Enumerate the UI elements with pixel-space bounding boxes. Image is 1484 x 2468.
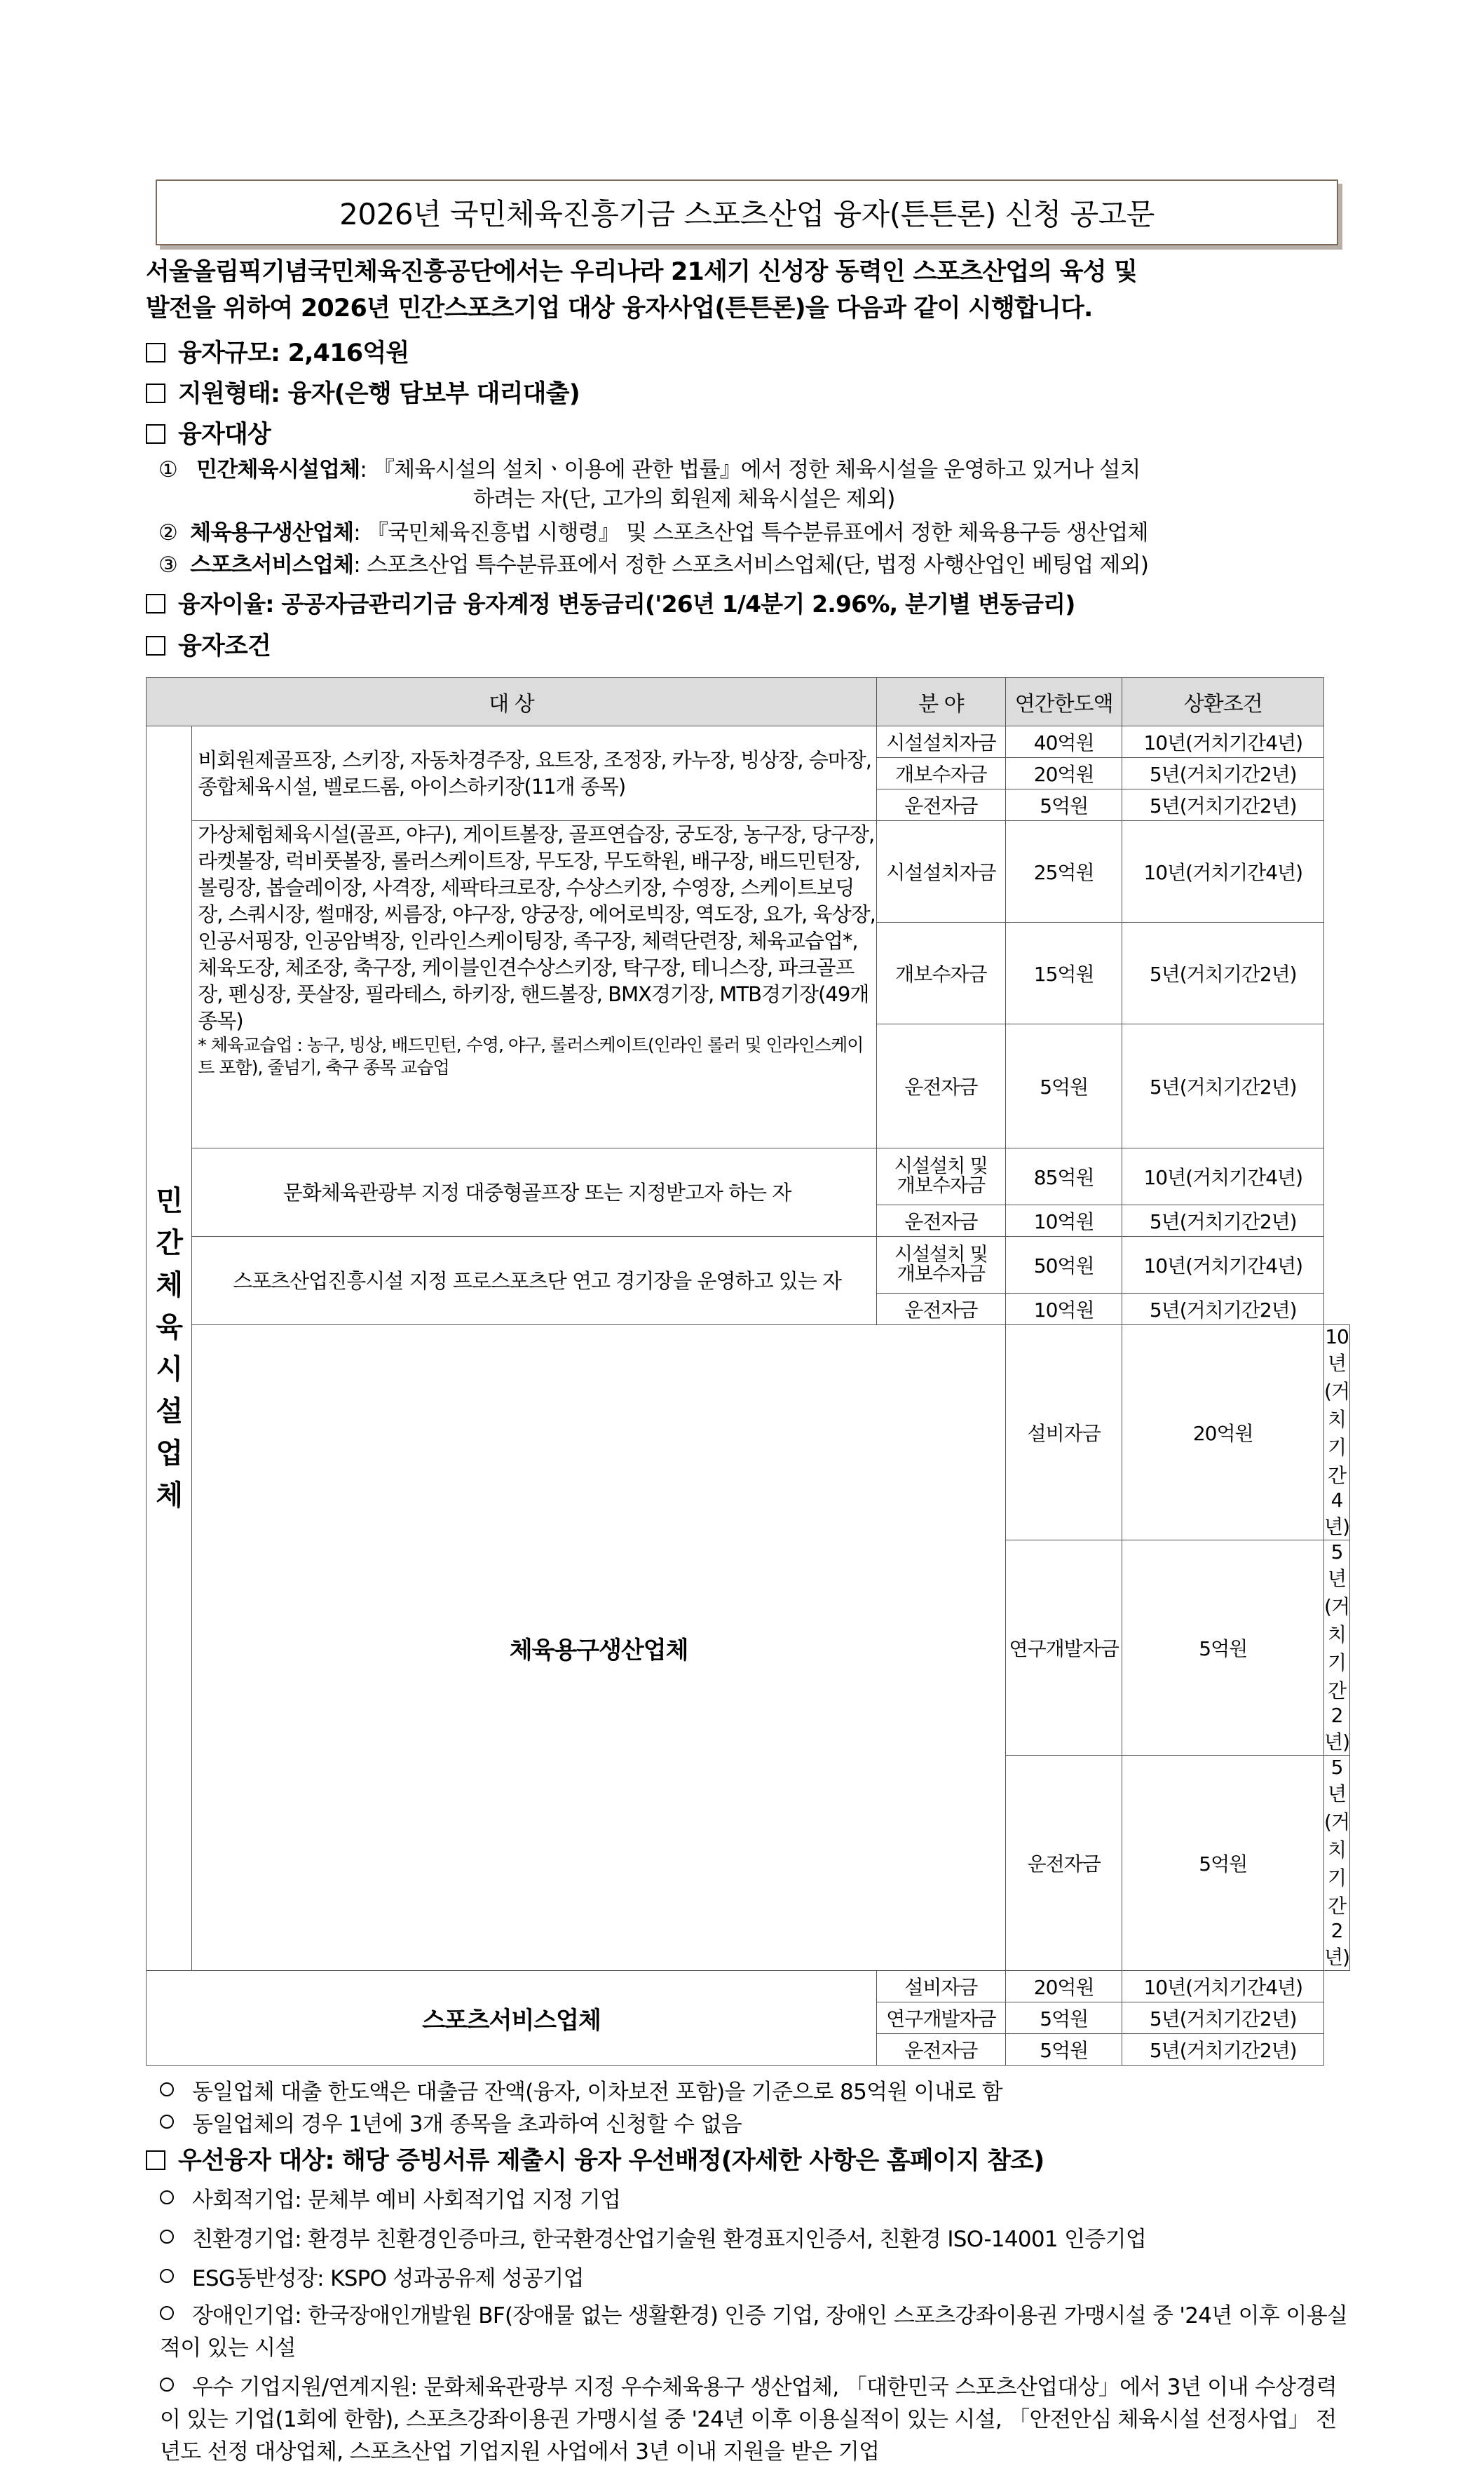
priority-item: 사회적기업: 문체부 예비 사회적기업 지정 기업: [160, 2182, 620, 2213]
limit-cell: 5억원: [1005, 2002, 1122, 2034]
repay-cell: 10년(거치기간4년): [1122, 1971, 1324, 2002]
repay-cell: 10년(거치기간4년): [1122, 726, 1324, 758]
field-cell: 운전자금: [876, 1024, 1005, 1148]
priority-item: ESG동반성장: KSPO 성과공유제 성공기업: [160, 2260, 584, 2292]
section-scale: 융자규모: 2,416억원: [146, 334, 409, 369]
section-rate: 융자이율: 공공자금관리기금 융자계정 변동금리('26년 1/4분기 2.96%, 분기별 변동금리): [146, 586, 1075, 619]
circle-bullet-icon: [160, 2230, 174, 2244]
repay-cell: 5년(거치기간2년): [1122, 789, 1324, 821]
note-item: 동일업체 대출 한도액은 대출금 잔액(융자, 이차보전 포함)을 기준으로 85억원 이내로 함: [160, 2074, 1002, 2106]
target-cell: 체육용구생산업체: [192, 1325, 1006, 1971]
field-cell: 설비자금: [876, 1971, 1005, 2002]
field-cell: 연구개발자금: [876, 2002, 1005, 2034]
table-row: [147, 821, 1350, 923]
field-cell: 운전자금: [876, 1294, 1005, 1325]
field-cell: 시설설치 및 개보수자금: [876, 1237, 1005, 1294]
square-bullet-icon: [146, 594, 165, 613]
repay-cell: 5년(거치기간2년): [1122, 2034, 1324, 2066]
target-cell: 스포츠서비스업체: [147, 1971, 877, 2066]
priority-item: 친환경기업: 환경부 친환경인증마크, 한국환경산업기술원 환경표지인증서, 친환경 ISO-14001 인증기업: [160, 2221, 1146, 2253]
header-field: 분 야: [876, 678, 1005, 726]
page-title: 2026년 국민체육진흥기금 스포츠산업 융자(튼튼론) 신청 공고문: [156, 179, 1338, 245]
circle-bullet-icon: [160, 2115, 174, 2129]
table-row: [147, 1325, 1350, 1540]
table-row: [147, 1148, 1350, 1205]
field-cell: 시설설치 및 개보수자금: [876, 1148, 1005, 1205]
square-bullet-icon: [146, 343, 165, 362]
section-target: 융자대상: [146, 415, 271, 450]
field-cell: 개보수자금: [876, 923, 1005, 1024]
repay-cell: 10년(거치기간4년): [1122, 1237, 1324, 1294]
circle-bullet-icon: [160, 2378, 174, 2392]
field-cell: 운전자금: [876, 2034, 1005, 2066]
table-row: [147, 1237, 1350, 1294]
repay-cell: 5년(거치기간2년): [1122, 1024, 1324, 1148]
limit-cell: 5억원: [1005, 2034, 1122, 2066]
loan-conditions-table: [146, 677, 1350, 2066]
circle-bullet-icon: [160, 2269, 174, 2283]
target-cell: 비회원제골프장, 스키장, 자동차경주장, 요트장, 조정장, 카누장, 빙상장, 승마장, 종합체육시설, 벨로드롬, 아이스하키장(11개 종목): [192, 726, 877, 821]
field-cell: 시설설치자금: [876, 726, 1005, 758]
limit-cell: 20억원: [1005, 758, 1122, 789]
limit-cell: 50억원: [1005, 1237, 1122, 1294]
limit-cell: 20억원: [1005, 1971, 1122, 2002]
square-bullet-icon: [146, 384, 165, 403]
repay-cell: 5년(거치기간2년): [1122, 1205, 1324, 1237]
limit-cell: 5억원: [1122, 1756, 1324, 1971]
header-repay: 상환조건: [1122, 678, 1324, 726]
target-item-3: ③ 스포츠서비스업체: 스포츠산업 특수분류표에서 정한 스포츠서비스업체(단, 법정 사행산업인 베팅업 제외): [158, 552, 1149, 578]
field-cell: 운전자금: [876, 789, 1005, 821]
repay-cell: 5년(거치기간2년): [1122, 2002, 1324, 2034]
header-target: 대 상: [147, 678, 877, 726]
table-row: [147, 1971, 1350, 2002]
field-cell: 시설설치자금: [876, 821, 1005, 923]
repay-cell: 5년(거치기간2년): [1122, 923, 1324, 1024]
footnote-text: * 체육교습업 : 농구, 빙상, 배드민턴, 수영, 야구, 롤러스케이트(인라인 롤러 및 인라인스케이트 포함), 줄넘기, 축구 종목 교습업: [198, 1035, 864, 1078]
field-cell: 운전자금: [1005, 1756, 1122, 1971]
limit-cell: 40억원: [1005, 726, 1122, 758]
intro-line-1: 서울올림픽기념국민체육진흥공단에서는 우리나라 21세기 신성장 동력인 스포츠산업의 육성 및: [146, 258, 1138, 286]
field-cell: 운전자금: [876, 1205, 1005, 1237]
repay-cell: 10년(거치기간4년): [1122, 821, 1324, 923]
target-item-2: ② 체육용구생산업체: 『국민체육진흥법 시행령』 및 스포츠산업 특수분류표에서 정한 체육용구등 생산업체: [158, 520, 1148, 545]
limit-cell: 10억원: [1005, 1205, 1122, 1237]
square-bullet-icon: [146, 424, 165, 444]
section-priority: 우선융자 대상: 해당 증빙서류 제출시 융자 우선배정(자세한 사항은 홈페이지 참조): [146, 2141, 1044, 2176]
field-cell: 설비자금: [1005, 1325, 1122, 1540]
target-item-1-cont: 하려는 자(단, 고가의 회원제 체육시설은 제외): [473, 487, 895, 512]
header-limit: 연간한도액: [1005, 678, 1122, 726]
section-conditions: 융자조건: [146, 627, 271, 662]
target-cell: 가상체험체육시설(골프, 야구), 게이트볼장, 골프연습장, 궁도장, 농구장, 당구장, 라켓볼장, 럭비풋볼장, 롤러스케이트장, 무도장, 무도학원, 배구장, 배드민턴장, 볼링장, 봅슬레이장, 사격장, 세팍타크로장, 수상스키장, 수영장, 스케이트보딩장, 스쿼시장, 썰매장, 씨름장, 야구장, 양궁장, 에어로빅장, 역도장, 요가, 육상장, 인공서핑장, 인공암벽장, 인라인스케이팅장, 족구장, 체력단련장, 체육교습업*, 체육도장, 체조장, 축구장, 케이블인견수상스키장, 탁구장, 테니스장, 파크골프장, 펜싱장, 풋살장, 필라테스, 하키장, 핸드볼장, BMX경기장, MTB경기장(49개 종목) * 체육교습업 : 농구, 빙상, 배드민턴, 수영, 야구, 롤러스케이트(인라인 롤러 및 인라인스케이트 포함), 줄넘기, 축구 종목 교습업: [192, 821, 877, 1148]
priority-item: 장애인기업: 한국장애인개발원 BF(장애물 없는 생활환경) 인증 기업, 장애인 스포츠강좌이용권 가맹시설 중 '24년 이후 이용실적이 있는 시설: [160, 2303, 1348, 2361]
square-bullet-icon: [146, 2150, 165, 2170]
repay-cell: 5년(거치기간2년): [1122, 1294, 1324, 1325]
repay-cell: 5년(거치기간2년): [1324, 1756, 1350, 1971]
priority-item: 우수 기업지원/연계지원: 문화체육관광부 지정 우수체육용구 생산업체, 「대한민국 스포츠산업대상」에서 3년 이내 수상경력이 있는 기업(1회에 한함), 스포츠강좌이용권 가맹시설 중 '24년 이후 이용실적이 있는 시설, 「안전안심 체육시설 선정사업」 전년도 선정 대상업체, 스포츠산업 기업지원 사업에서 3년 이내 지원을 받은 기업: [160, 2375, 1337, 2464]
limit-cell: 5억원: [1005, 1024, 1122, 1148]
intro-line-2: 발전을 위하여 2026년 민간스포츠기업 대상 융자사업(튼튼론)을 다음과 같이 시행합니다.: [146, 294, 1093, 323]
repay-cell: 5년(거치기간2년): [1324, 1540, 1350, 1756]
limit-cell: 5억원: [1122, 1540, 1324, 1756]
circle-bullet-icon: [160, 2082, 174, 2096]
repay-cell: 5년(거치기간2년): [1122, 758, 1324, 789]
table-header-row: [147, 678, 1350, 726]
note-item: 동일업체의 경우 1년에 3개 종목을 초과하여 신청할 수 없음: [160, 2106, 742, 2138]
square-bullet-icon: [146, 636, 165, 656]
circle-bullet-icon: [160, 2190, 174, 2204]
repay-cell: 10년(거치기간4년): [1324, 1325, 1350, 1540]
limit-cell: 85억원: [1005, 1148, 1122, 1205]
target-item-1: ① 민간체육시설업체: 『체육시설의 설치ㆍ이용에 관한 법률』에서 정한 체육시설을 운영하고 있거나 설치: [158, 457, 1141, 482]
limit-cell: 5억원: [1005, 789, 1122, 821]
table-row: [147, 726, 1350, 758]
circle-bullet-icon: [160, 2306, 174, 2320]
limit-cell: 15억원: [1005, 923, 1122, 1024]
limit-cell: 25억원: [1005, 821, 1122, 923]
field-cell: 개보수자금: [876, 758, 1005, 789]
limit-cell: 20억원: [1122, 1325, 1324, 1540]
field-cell: 연구개발자금: [1005, 1540, 1122, 1756]
limit-cell: 10억원: [1005, 1294, 1122, 1325]
target-cell: 문화체육관광부 지정 대중형골프장 또는 지정받고자 하는 자: [192, 1148, 877, 1237]
repay-cell: 10년(거치기간4년): [1122, 1148, 1324, 1205]
section-support-type: 지원형태: 융자(은행 담보부 대리대출): [146, 374, 580, 409]
target-cell: 스포츠산업진흥시설 지정 프로스포츠단 연고 경기장을 운영하고 있는 자: [192, 1237, 877, 1325]
group-label-private-facility: 민 간 체 육 시 설 업 체: [147, 726, 192, 1971]
